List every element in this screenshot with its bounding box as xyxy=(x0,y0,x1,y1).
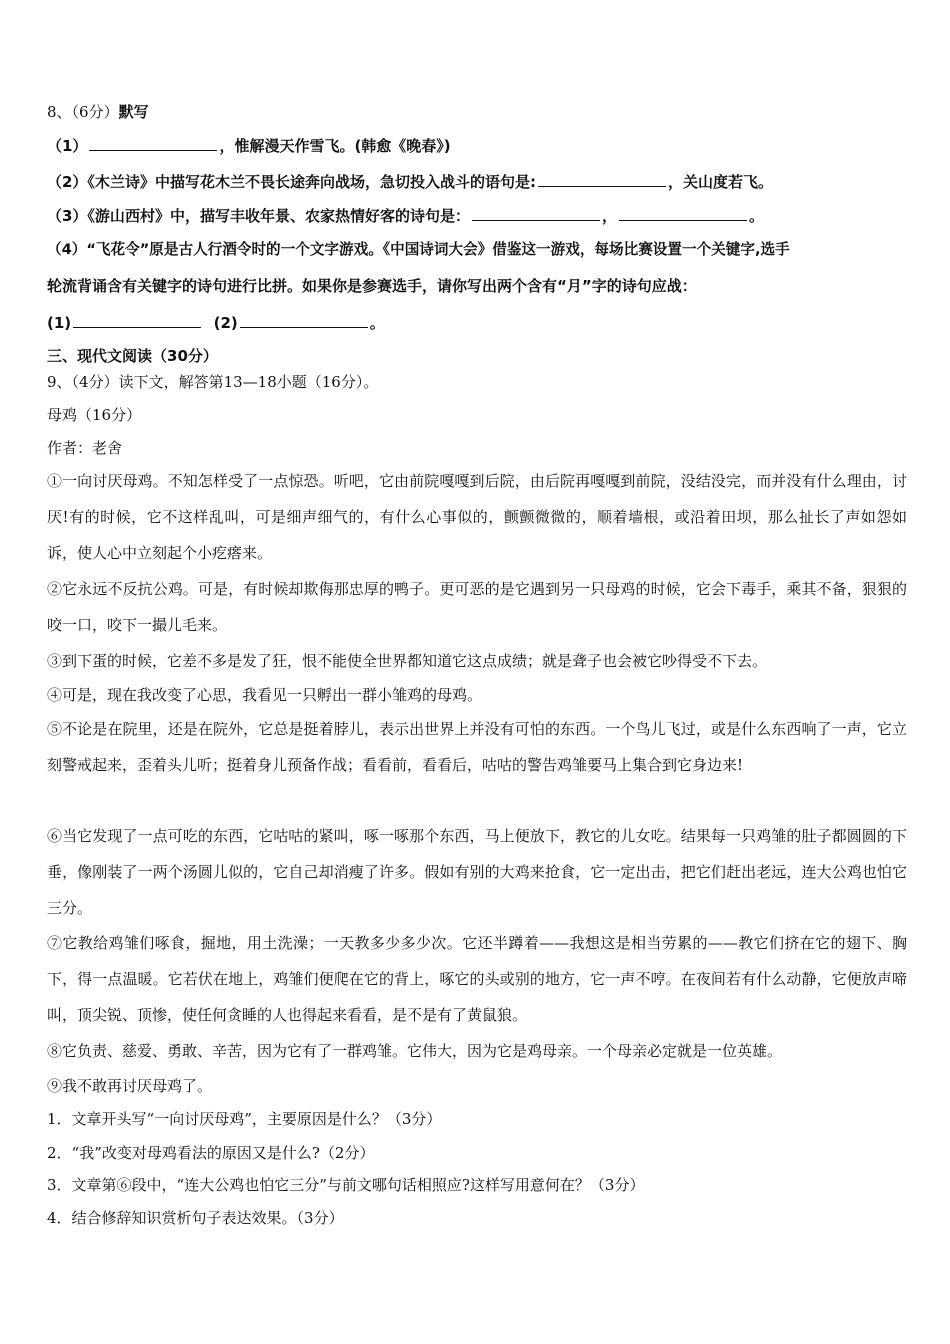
q8-item-4-blanks xyxy=(47,311,907,334)
item2-end: ，关山度若飞。 xyxy=(667,173,773,191)
q8-header xyxy=(47,101,907,123)
answer-blank[interactable] xyxy=(472,204,600,221)
item3-comma: ， xyxy=(601,207,617,225)
q8-item-1 xyxy=(47,134,907,157)
answer-blank[interactable] xyxy=(619,204,747,221)
q8-item-3 xyxy=(47,204,907,227)
paragraph-5: ⑤不论是在院里，还是在院外，它总是挺着脖儿，表示出世界上并没有可怕的东西。一个鸟儿飞过，或是什么东西响了一声，它立刻警戒起来，歪着头儿听；挺着身儿预备作战；看看前，看看后，咕咕的警告鸡雏要马上集合到它身边来! xyxy=(47,720,907,774)
blank-label-2: (2) xyxy=(213,314,238,332)
paragraph-8: ⑧它负责、慈爱、勇敢、辛苦，因为它有了一群鸡雏。它伟大，因为它是鸡母亲。一个母亲必定就是一位英雄。 xyxy=(47,1042,783,1060)
paragraph-2: ②它永远不反抗公鸡。可是，有时候却欺侮那忠厚的鸭子。更可恶的是它遇到另一只母鸡的时候，它会下毒手，乘其不备，狠狠的咬一口，咬下一撮儿毛来。 xyxy=(47,580,907,634)
paragraph-3: ③到下蛋的时候，它差不多是发了狂，恨不能使全世界都知道它这点成绩；就是聋子也会被它吵得受不下去。 xyxy=(47,652,768,670)
item1-label: （1） xyxy=(47,137,88,155)
item4-end: 。 xyxy=(369,314,385,332)
passage-author: 作者：老舍 xyxy=(47,439,123,457)
q8-number: 8、（6分） xyxy=(47,103,119,121)
item3-end: 。 xyxy=(748,207,764,225)
answer-blank[interactable] xyxy=(73,311,201,328)
paragraph-4: ④可是，现在我改变了心思，我看见一只孵出一群小雏鸡的母鸡。 xyxy=(47,686,483,704)
paragraph-7: ⑦它教给鸡雏们啄食，掘地，用土洗澡；一天教多少多少次。它还半蹲着——我想这是相当劳累的——教它们挤在它的翅下、胸下，得一点温暖。它若伏在地上，鸡雏们便爬在它的背上，啄它的头或别的地方，它一声不哼。在夜间若有什么动静，它便放声啼叫，顶尖锐、顶惨，使任何贪睡的人也得起来看看，是不是有了黄鼠狼。 xyxy=(47,934,907,1024)
answer-blank[interactable] xyxy=(89,134,217,151)
answer-blank[interactable] xyxy=(240,311,368,328)
item3-text: （3）《游山西村》中，描写丰收年景、农家热情好客的诗句是： xyxy=(47,207,470,225)
section-title: 三、现代文阅读（30分） xyxy=(47,347,218,365)
question-4: 4．结合修辞知识赏析句子表达效果。（3分） xyxy=(47,1209,344,1227)
paragraph-9: ⑨我不敢再讨厌母鸡了。 xyxy=(47,1077,213,1095)
q8-item-4-line2: 轮流背诵含有关键字的诗句进行比拼。如果你是参赛选手，请你写出两个含有“月”字的诗句应战： xyxy=(47,277,697,295)
answer-blank[interactable] xyxy=(538,170,666,187)
blank-label-1: (1) xyxy=(47,314,72,332)
item1-text: ，惟解漫天作雪飞。(韩愈《晚春》) xyxy=(219,137,451,155)
q9-intro: 9、（4分）读下文，解答第13—18小题（16分）。 xyxy=(47,373,379,391)
question-3: 3．文章第⑥段中，“连大公鸡也怕它三分”与前文哪句话相照应?这样写用意何在？（3分） xyxy=(47,1176,645,1194)
paragraph-6: ⑥当它发现了一点可吃的东西，它咕咕的紧叫，啄一啄那个东西，马上便放下，教它的儿女吃。结果每一只鸡雏的肚子都圆圆的下垂，像刚装了一两个汤圆儿似的，它自己却消瘦了许多。假如有别的大鸡来抢食，它一定出击，把它们赶出老远，连大公鸡也怕它三分。 xyxy=(47,827,907,917)
item2-text: （2）《木兰诗》中描写花木兰不畏长途奔向战场，急切投入战斗的语句是: xyxy=(47,173,536,191)
passage-title: 母鸡（16分） xyxy=(47,406,142,424)
q8-item-2 xyxy=(47,170,907,193)
q8-item-4-line1: （4）“飞花令”原是古人行酒令时的一个文字游戏。《中国诗词大会》借鉴这一游戏，每场比赛设置一个关键字,选手 xyxy=(47,241,790,258)
q8-title: 默写 xyxy=(118,103,149,121)
paragraph-1: ①一向讨厌母鸡。不知怎样受了一点惊恐。听吧，它由前院嘎嘎到后院，由后院再嘎嘎到前院，没结没完，而并没有什么理由，讨厌!有的时候，它不这样乱叫，可是细声细气的，有什么心事似的，颤颤微微的，顺着墙根，或沿着田坝，那么扯长了声如怨如诉，使人心中立刻起个小疙瘩来。 xyxy=(47,472,907,562)
question-1: 1．文章开头写“一向讨厌母鸡”，主要原因是什么？（3分） xyxy=(47,1110,442,1128)
question-2: 2．“我”改变对母鸡看法的原因又是什么?（2分） xyxy=(47,1144,375,1162)
